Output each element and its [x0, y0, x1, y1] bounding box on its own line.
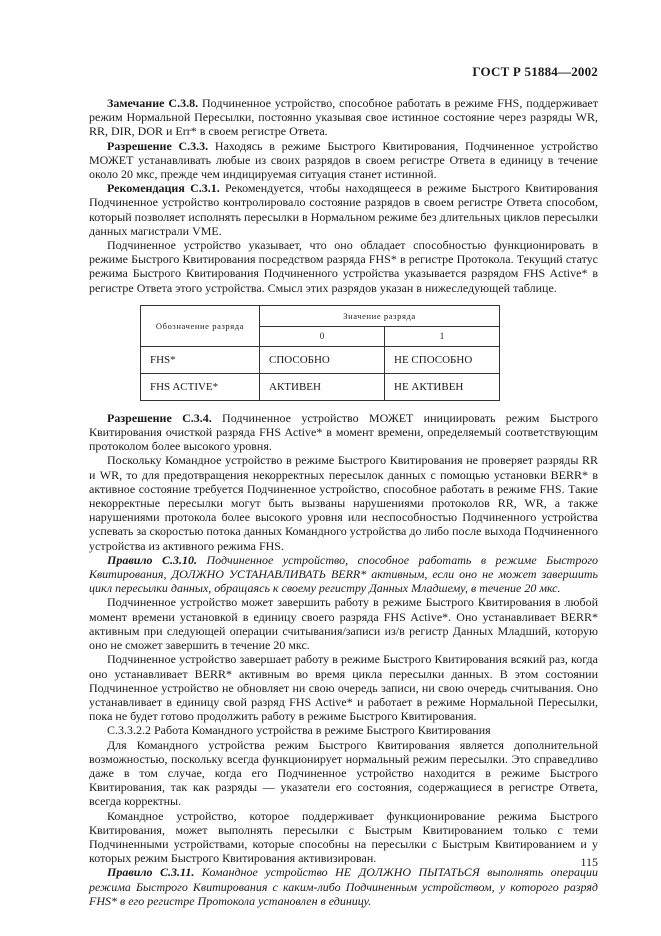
bit-meaning-table — [140, 305, 500, 401]
table-header-value-1: 1 — [385, 326, 500, 346]
paragraph-label: Разрешение С.3.3. — [107, 138, 209, 153]
paragraph-label: Правило С.3.11. — [107, 865, 195, 880]
paragraph-label: Рекомендация С.3.1. — [107, 181, 220, 196]
table-header-bit-name: Обозначение разряда — [141, 305, 260, 346]
table-cell-value-0: СПОСОБНО — [260, 346, 385, 373]
paragraph-master-optional: Для Командного устройства режим Быстрого Квитирования является дополнительной возможностью, поскольку всегда функционирует нормальный режим пересылки. Это справедливо даже в том случае, когда его Подчиненное устройство находится в режиме Быстрого Квитирования, так как разряды — указатели его состояния, содержащиеся в регистре Ответа, всегда корректны. — [89, 737, 598, 809]
page-number: 115 — [580, 855, 598, 869]
paragraph-text: Подчиненное устройство, способное работать в режиме Быстрого Квитирования, ДОЛЖНО УСТАНАВЛИВАТЬ BERR* активным, если оно не может завершить цикл пересылки данных, обращаясь к своему регистру Данных Младшему, в течение 20 мкс. — [89, 552, 599, 596]
table-cell-value-1: НЕ АКТИВЕН — [385, 373, 500, 400]
recommendation-c-3-1 — [89, 181, 598, 238]
rule-c-3-10 — [89, 553, 598, 596]
table-header-value-0: 0 — [260, 326, 385, 346]
table-row — [141, 346, 500, 373]
paragraph-text: Подчиненное устройство, способное работать в режиме FHS, поддерживает режим Нормальной Пересылки, постоянно указывая свое истинное состояние через разряды WR, RR, DIR, DOR и Err* в своем регистре Ответа. — [89, 96, 598, 139]
paragraph-text: Рекомендуется, чтобы находящееся в режиме Быстрого Квитирования Подчиненное устройство контролировало состояние разрядов в своем регистре Ответа способом, который позволяет исполнять пересылки в Нормальном режиме без длительных циклов пересылки данных магистрали VME. — [89, 181, 598, 238]
document-code: ГОСТ Р 51884—2002 — [472, 64, 598, 79]
table-cell-value-1: НЕ СПОСОБНО — [385, 346, 500, 373]
table-cell-name: FHS* — [141, 346, 260, 373]
permission-c-3-3 — [89, 139, 598, 182]
paragraph-label: Правило С.3.10. — [107, 552, 197, 567]
paragraph-text: Находясь в режиме Быстрого Квитирования, Подчиненное устройство МОЖЕТ устанавливать любые из своих разрядов в своем регистре Ответа в единицу в течение около 20 мкс, прежде чем индицируемая ситуация станет истинной. — [89, 138, 598, 182]
paragraph-master-support: Командное устройство, которое поддерживает функционирование режима Быстрого Квитирования, может выполнять пересылки с Быстрым Квитированием только с теми Подчиненными устройствами, которые способны на пересылки с Быстрым Квитированием и у которых режим Быстрого Квитирования активизирован. — [89, 808, 598, 866]
table-cell-name: FHS ACTIVE* — [141, 373, 260, 400]
document-body — [89, 96, 598, 908]
table-header-bit-value: Значение разряда — [260, 305, 500, 326]
section-heading-c-3-3-2-2: С.3.3.2.2 Работа Командного устройства в режиме Быстрого Квитирования — [107, 723, 491, 738]
paragraph-text: Командное устройство НЕ ДОЛЖНО ПЫТАТЬСЯ выполнять операции режима Быстрого Квитирования с каким-либо Подчиненным устройством, у которого разряд FHS* в его регистре Протокола установлен в единицу. — [89, 865, 599, 908]
table-row — [141, 373, 500, 400]
paragraph-fhs-capability: Подчиненное устройство указывает, что оно обладает способностью функционировать в режиме Быстрого Квитирования посредством разряда FHS* в регистре Протокола. Текущий статус режима Быстрого Квитирования Подчиненного устройства указывается разрядом FHS Active* в регистре Ответа этого устройства. Смысл этих разрядов указан в нижеследующей таблице. — [89, 238, 598, 295]
paragraph-label: Разрешение С.3.4. — [107, 410, 212, 425]
paragraph-text: Подчиненное устройство МОЖЕТ инициировать режим Быстрого Квитирования очисткой разряда FHS Active* в момент времени, определяемый соответствующим протоколом более высокого уровня. — [89, 410, 598, 454]
permission-c-3-4 — [89, 411, 598, 454]
paragraph-label: Замечание С.3.8. — [107, 96, 199, 110]
note-c-3-8 — [89, 96, 598, 139]
rule-c-3-11 — [89, 865, 598, 908]
paragraph-berr-prevention: Поскольку Командное устройство в режиме Быстрого Квитирования не проверяет разряды RR и WR, то для предотвращения некорректных пересылок данных с помощью установки BERR* в активное состояние требуется Подчиненное устройство, способное работать в режиме FHS. Такие некорректные пересылки могут быть вызваны нарушениями протоколов RR, WR, а также нарушениями протокола более высокого уровня или неспособностью Подчиненного устройства успевать за скоростью потока данных Командного устройства до либо после выхода Подчиненного устройства из активного режима FHS. — [89, 453, 598, 553]
table-cell-value-0: АКТИВЕН — [260, 373, 385, 400]
paragraph-slave-exit-fhs: Подчиненное устройство может завершить работу в режиме Быстрого Квитирования в любой момент времени установкой в единицу своего разряда FHS Active*. Оно устанавливает BERR* активным при следующей операции считывания/записи из/в регистр Данных Младший, которую оно не сможет завершить в течение 20 мкс. — [89, 595, 598, 653]
paragraph-slave-berr: Подчиненное устройство завершает работу в режиме Быстрого Квитирования всякий раз, когда оно устанавливает BERR* активным во время цикла пересылки данных. В этом состоянии Подчиненное устройство не обновляет ни свою очередь записи, ни свою очередь считывания. Оно устанавливает в единицу свой разряд FHS Active* и работает в режиме Нормальной Пересылки, пока не будет готово продолжить работу в режиме Быстрого Квитирования. — [89, 652, 598, 724]
